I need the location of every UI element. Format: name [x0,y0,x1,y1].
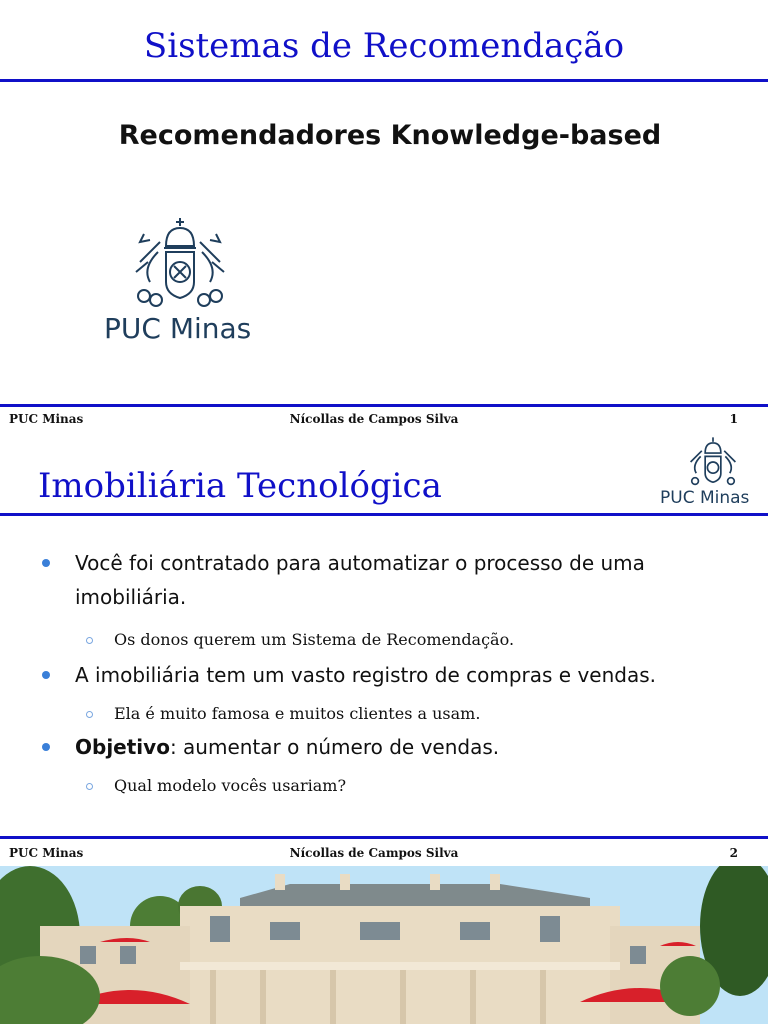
logo-text: PUC Minas [104,312,252,345]
sub-bullet-text: Os donos querem um Sistema de Recomendação. [114,630,515,649]
footer-page-number: 1 [729,412,738,426]
slide-1 [0,0,768,432]
bullet-2 [44,658,715,692]
bullet-dot [42,671,50,679]
coat-of-arms-icon [100,212,260,312]
footer-author: Nícollas de Campos Silva [289,846,459,860]
slide-footer [0,840,768,866]
sub-bullet-circle [86,783,93,790]
puc-minas-logo [100,212,260,352]
bullet-3 [44,730,715,764]
logo-text: PUC Minas [660,488,750,508]
bullet-dot [42,559,50,567]
bullet-text: A imobiliária tem um vasto registro de compras e vendas. [75,663,656,687]
footer-institution: PUC Minas [9,412,84,426]
footer-page-number: 2 [729,846,738,860]
sub-bullet-circle [86,637,93,644]
sub-bullet-text: Qual modelo vocês usariam? [114,776,347,795]
coat-of-arms-icon [658,434,768,490]
bullet-text: : aumentar o número de vendas. [169,735,500,759]
footer-institution: PUC Minas [9,846,84,860]
slide-header: Sistemas de Recomendação [143,26,625,66]
bullet-1 [44,546,715,614]
sub-bullet-circle [86,711,93,718]
footer-rule [0,836,768,839]
sub-bullet-2 [86,704,480,723]
sub-bullet-text: Ela é muito famosa e muitos clientes a usam. [114,704,481,723]
slide-3 [0,866,768,1024]
slide-2 [0,432,768,866]
bullet-bold-label: Objetivo [75,735,170,759]
slide-title: Imobiliária Tecnológica [38,466,442,506]
header-rule [0,513,768,516]
slide-footer [0,406,768,432]
bullet-text: Você foi contratado para automatizar o processo de uma imobiliária. [75,551,645,609]
header-rule [0,79,768,82]
slide-subtitle: Recomendadores Knowledge-based [118,120,662,151]
sub-bullet-1 [86,630,514,649]
puc-minas-logo-small [656,434,766,510]
bullet-dot [42,743,50,751]
mansion-photo [0,866,768,1024]
footer-author: Nícollas de Campos Silva [289,412,459,426]
sub-bullet-3 [86,776,346,795]
